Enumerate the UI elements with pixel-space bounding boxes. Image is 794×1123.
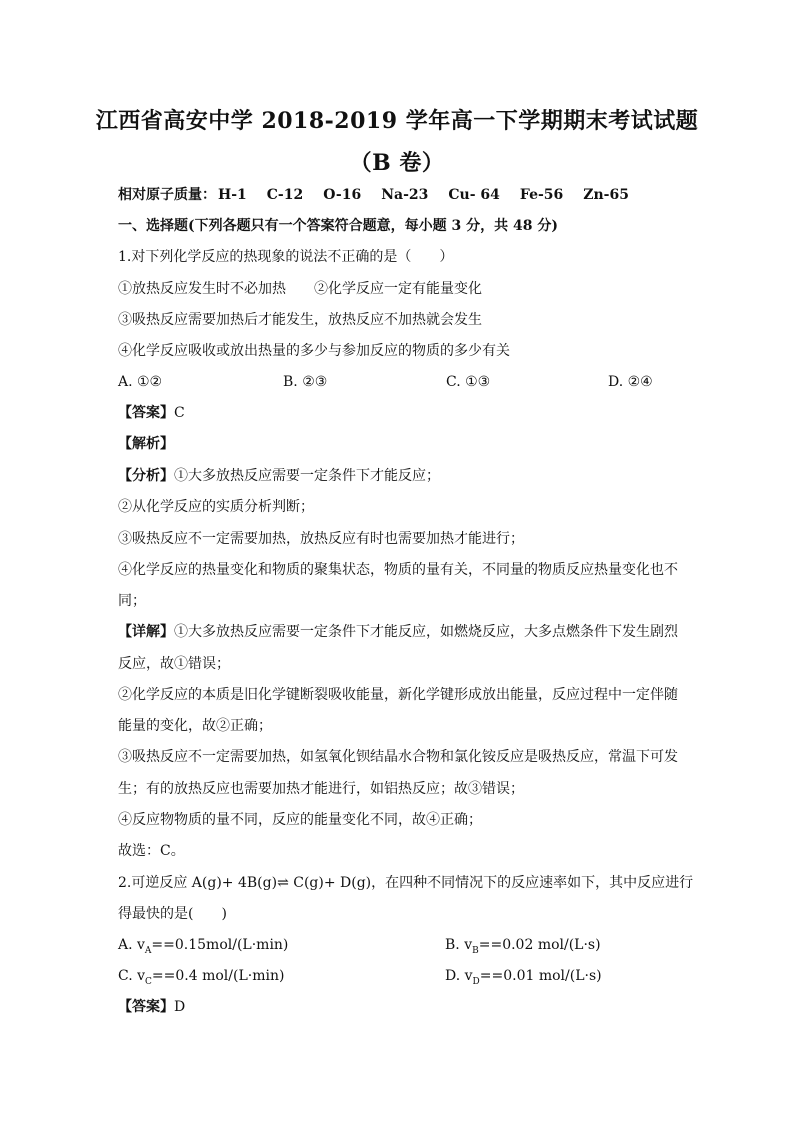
atom-mass: H-1 (218, 187, 247, 203)
atom-mass: O-16 (323, 187, 362, 203)
q1-options (118, 372, 678, 392)
q1-xiangjie-3b: 生；有的放热反应也需要加热才能进行，如铝热反应；故③错误； (118, 781, 524, 797)
q1-option-b: B. ②③ (283, 374, 328, 390)
q2-answer (118, 997, 678, 1017)
q1-option-d: D. ②④ (608, 374, 653, 390)
xiangjie-tag: 【详解】 (118, 624, 174, 640)
answer-tag: 【答案】 (118, 405, 174, 421)
q1-fenxi-4b: 同； (118, 593, 146, 609)
q2-option-b: B. $v_B==0.02$ mol/(L·s) (445, 937, 601, 956)
q2-option-d: D. $v_D==0.01$ mol/(L·s) (445, 968, 602, 987)
xiangjie-text: ①大多放热反应需要一定条件下才能反应，如燃烧反应，大多点燃条件下发生剧烈 (174, 624, 678, 640)
q1-fenxi-3: ③吸热反应不一定需要加热，放热反应有时也需要加热才能进行； (118, 531, 524, 547)
q1-statement-3: ③吸热反应需要加热后才能发生，放热反应不加热就会发生 (118, 312, 482, 328)
atom-mass: C-12 (266, 187, 304, 203)
answer-value: C (174, 405, 185, 421)
q1-xiangjie-1a (118, 622, 678, 642)
q2-stem-b: 得最快的是( ) (118, 906, 227, 922)
answer-tag: 【答案】 (118, 999, 174, 1015)
atom-mass: Fe-56 (519, 187, 564, 203)
atom-mass: Na-23 (381, 187, 429, 203)
fenxi-text: ①大多放热反应需要一定条件下才能反应； (174, 468, 440, 484)
atoms-label: 相对原子质量： (118, 187, 216, 203)
q1-statement-4: ④化学反应吸收或放出热量的多少与参加反应的物质的多少有关 (118, 343, 510, 359)
q2-options-row2 (118, 966, 678, 986)
q1-analysis-tag: 【解析】 (118, 436, 174, 452)
q1-fenxi-1 (118, 466, 678, 486)
q1-xiangjie-1b: 反应，故①错误； (118, 656, 230, 672)
exam-subtitle: （B 卷） (349, 150, 445, 176)
q1-fenxi-4a: ④化学反应的热量变化和物质的聚集状态，物质的量有关，不同量的物质反应热量变化也不 (118, 562, 678, 578)
q2-option-a: A. $v_A==0.15mol/(L\cdot\min)$ (118, 937, 289, 956)
q1-option-a: A. ①② (118, 374, 163, 390)
q1-option-c: C. ①③ (446, 374, 491, 390)
q1-stem: 1.对下列化学反应的热现象的说法不正确的是（ ） (118, 249, 454, 265)
exam-title: 江西省高安中学 2018-2019 学年高一下学期期末考试试题 (95, 108, 699, 134)
q2-option-c: C. $v_C==0.4$ mol/(L·min) (118, 968, 285, 987)
q1-fenxi-2: ②从化学反应的实质分析判断； (118, 499, 314, 515)
atom-mass: Cu- 64 (448, 187, 500, 203)
q2-options-row1 (118, 935, 678, 955)
answer-value: D (174, 999, 186, 1015)
atom-mass: Zn-65 (583, 187, 629, 203)
q1-xiangjie-2b: 能量的变化，故②正确； (118, 718, 272, 734)
q1-answer (118, 403, 678, 423)
q1-xiangjie-4: ④反应物物质的量不同，反应的能量变化不同，故④正确； (118, 812, 482, 828)
q2-stem-a: 2.可逆反应 A(g)+ 4B(g)⇌ C(g)+ D(g)，在四种不同情况下的反应速率如下，其中反应进行 (118, 875, 694, 891)
fenxi-tag: 【分析】 (118, 468, 174, 484)
q1-xiangjie-2a: ②化学反应的本质是旧化学键断裂吸收能量，新化学键形成放出能量，反应过程中一定伴随 (118, 687, 678, 703)
q1-statement-1-2: ①放热反应发生时不必加热 ②化学反应一定有能量变化 (118, 281, 482, 297)
section-heading: 一、选择题(下列各题只有一个答案符合题意，每小题 3 分，共 48 分) (118, 218, 558, 234)
atomic-masses (118, 185, 678, 205)
q1-xiangjie-3a: ③吸热反应不一定需要加热，如氢氧化钡结晶水合物和氯化铵反应是吸热反应，常温下可发 (118, 749, 678, 765)
q1-conclusion: 故选：C。 (118, 843, 185, 859)
